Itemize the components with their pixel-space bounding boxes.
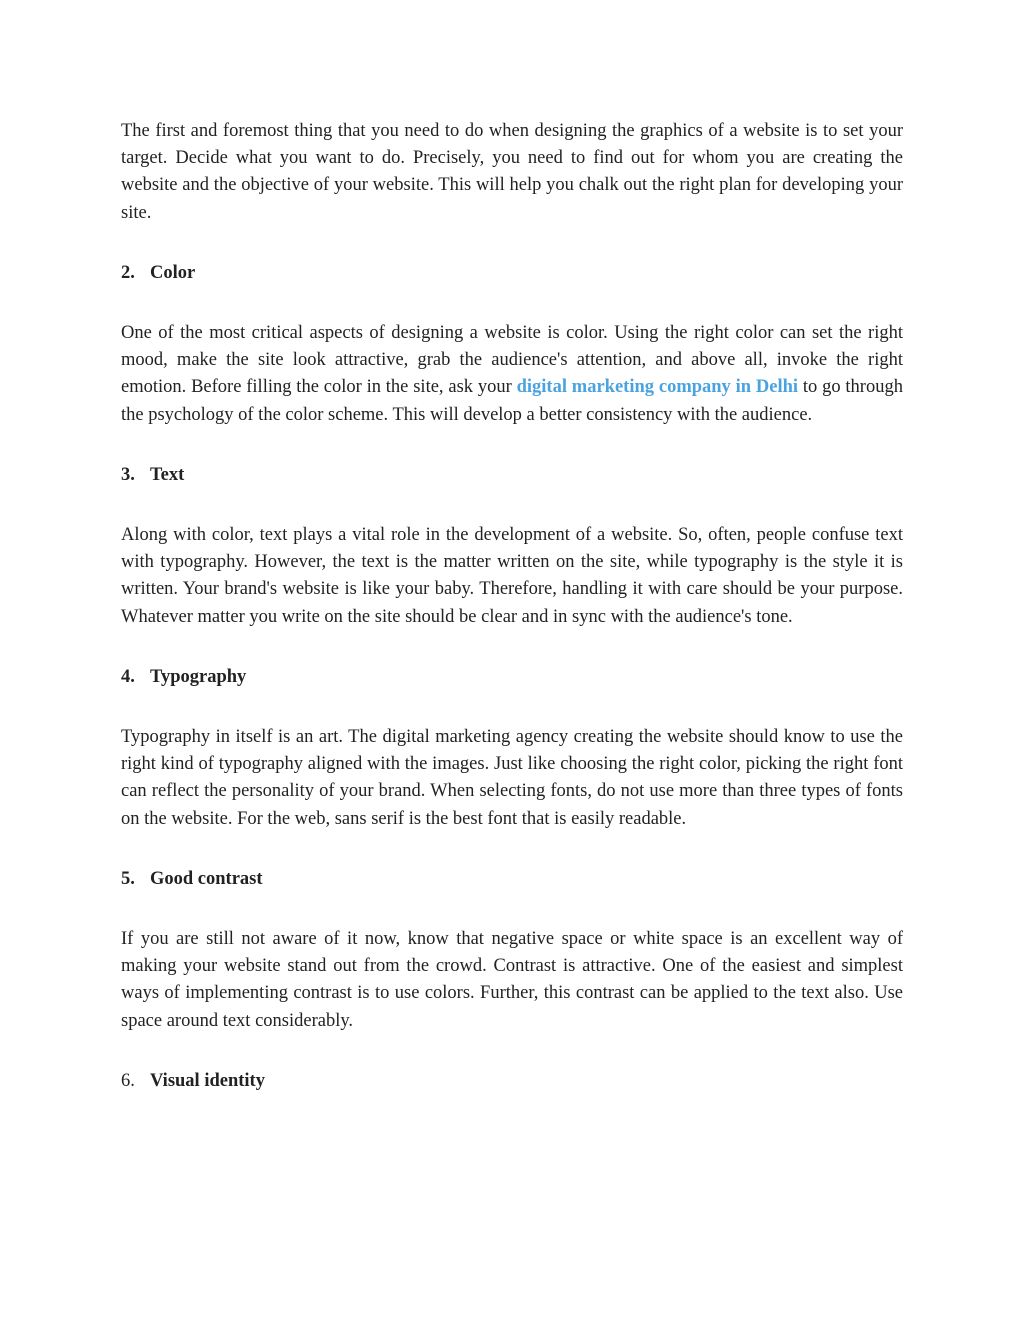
paragraph-text: to go through the psychology of the color scheme. This will develop a better consistency with the audience. [121,377,903,425]
section-title: Visual identity [150,1070,265,1091]
digital-marketing-link[interactable]: digital marketing company in Delhi [516,377,799,398]
section-heading-typography [121,664,903,691]
section-paragraph-typography: Typography in itself is an art. The digital marketing agency creating the website should know to use the right kind of typography aligned with the images. Just like choosing the right color, picking the right font can reflect the personality of your brand. When selecting fonts, do not use more than three types of fonts on the website. For the web, sans serif is the best font that is easily readable. [121,727,903,829]
section-heading-good-contrast [121,866,903,893]
section-number: 3. [121,464,135,485]
document-page [121,118,903,1095]
section-title: Color [150,262,196,283]
section-title: Typography [150,666,247,687]
section-paragraph-color [121,320,903,429]
section-title: Good contrast [150,868,263,889]
paragraph-text: One of the most critical aspects of designing a website is color. Using the right color can set the right mood, make the site look attractive, grab the audience's attention, and above all, invoke the right emotion. Before filling the color in the site, ask your [121,323,903,398]
section-number: 2. [121,262,135,283]
section-heading-text [121,462,903,489]
section-heading-color [121,260,903,287]
section-heading-visual-identity [121,1068,903,1095]
section-paragraph-good-contrast: If you are still not aware of it now, know that negative space or white space is an excellent way of making your website stand out from the crowd. Contrast is attractive. One of the easiest and simplest ways of implementing contrast is to use colors. Further, this contrast can be applied to the text also. Use space around text considerably. [121,929,903,1031]
section-paragraph-text: Along with color, text plays a vital role in the development of a website. So, often, people confuse text with typography. However, the text is the matter written on the site, while typography is the style it is written. Your brand's website is like your baby. Therefore, handling it with care should be your purpose. Whatever matter you write on the site should be clear and in sync with the audience's tone. [121,525,903,627]
section-title: Text [150,464,185,485]
section-number: 4. [121,666,135,687]
section-number: 6. [121,1070,135,1091]
section-number: 5. [121,868,135,889]
intro-paragraph: The first and foremost thing that you need to do when designing the graphics of a website is to set your target. Decide what you want to do. Precisely, you need to find out for whom you are creating the website and the objective of your website. This will help you chalk out the right plan for developing your site. [121,121,903,223]
